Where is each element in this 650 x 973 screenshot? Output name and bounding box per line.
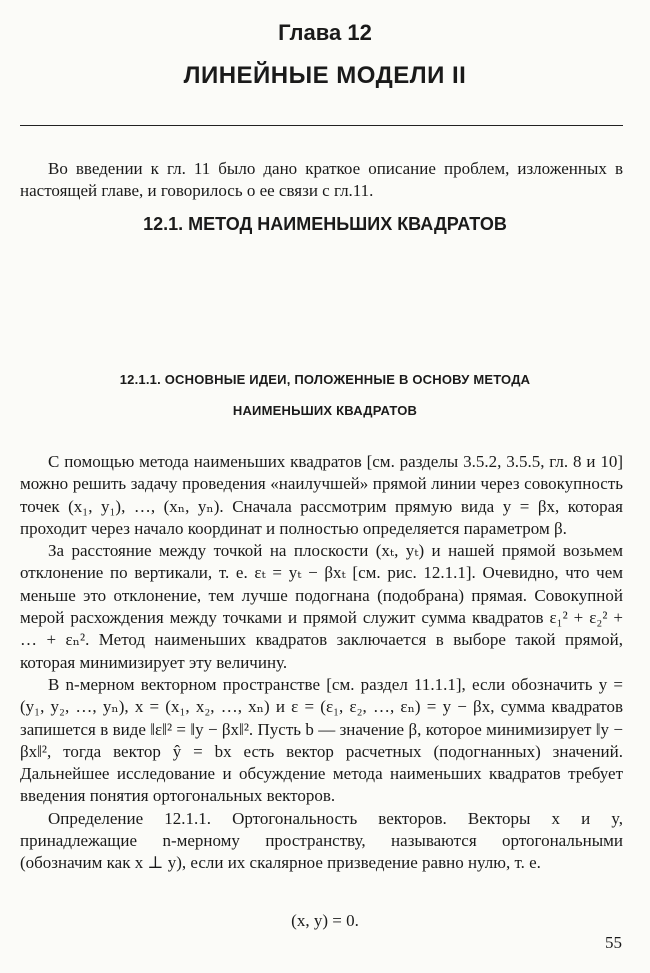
paragraph-3: В n-мерном векторном пространстве [см. раздел 11.1.1], если обозначить y = (y₁, y₂, …, yₙ), x = (x₁, x₂, …, xₙ) и ε = (ε₁, ε₂, …, εₙ) = y − βx, сумма квадратов запишется в виде ‖ε‖² = ‖y − βx‖². Пусть b — значение β, которое минимизирует ‖y − βx‖², тогда вектор ŷ = bx есть вектор расчетных (подогнанных) значений. Дальнейшее исследование и обсуждение метода наименьших квадратов требует введения понятия ортогональных векторов. [20,674,623,806]
subsection-title-line1: 12.1.1. ОСНОВНЫЕ ИДЕИ, ПОЛОЖЕННЫЕ В ОСНОВУ МЕТОДА [119,372,531,387]
paragraph-1: С помощью метода наименьших квадратов [см. разделы 3.5.2, 3.5.5, гл. 8 и 10] можно решить задачу проведения «наилучшей» прямой линии через совокупность точек (x₁, y₁), …, (xₙ, yₙ). Сначала рассмотрим прямую вида y = βx, которая проходит через начало координат и полностью определяется параметром β. [20,452,623,538]
paragraph-2: За расстояние между точкой на плоскости (xₜ, yₜ) и нашей прямой возьмем отклонение по вертикали, т. е. εₜ = yₜ − βxₜ [см. рис. 12.1.1]. Очевидно, что чем меньше это отклонение, тем лучше подогнана (подобрана) прямая. Совокупной мерой расхождения между точками и прямой служит сумма квадратов ε₁² + ε₂² + … + εₙ². Метод наименьших квадратов заключается в выборе такой прямой, которая минимизирует эту величину. [20,541,623,672]
subsection-title-line2: НАИМЕНЬШИХ КВАДРАТОВ [232,403,418,418]
intro-text: Во введении к гл. 11 было дано краткое описание проблем, изложенных в настоящей главе, и говорилось о ее связи с гл.11. [20,159,623,201]
page-number: 55 [605,933,622,952]
chapter-title: ЛИНЕЙНЫЕ МОДЕЛИ II [183,62,467,89]
chapter-label: Глава 12 [278,20,372,45]
body-text [20,451,623,875]
divider-rule [20,125,623,126]
equation: (x, y) = 0. [291,911,359,930]
section-title: 12.1. МЕТОД НАИМЕНЬШИХ КВАДРАТОВ [143,214,507,234]
paragraph-4: Определение 12.1.1. Ортогональность векторов. Векторы x и y, принадлежащие n-мерному пространству, называются ортогональными (обозначим как x ⊥ y), если их скалярное призведение равно нулю, т. е. [20,808,623,873]
intro-paragraph [20,158,623,203]
